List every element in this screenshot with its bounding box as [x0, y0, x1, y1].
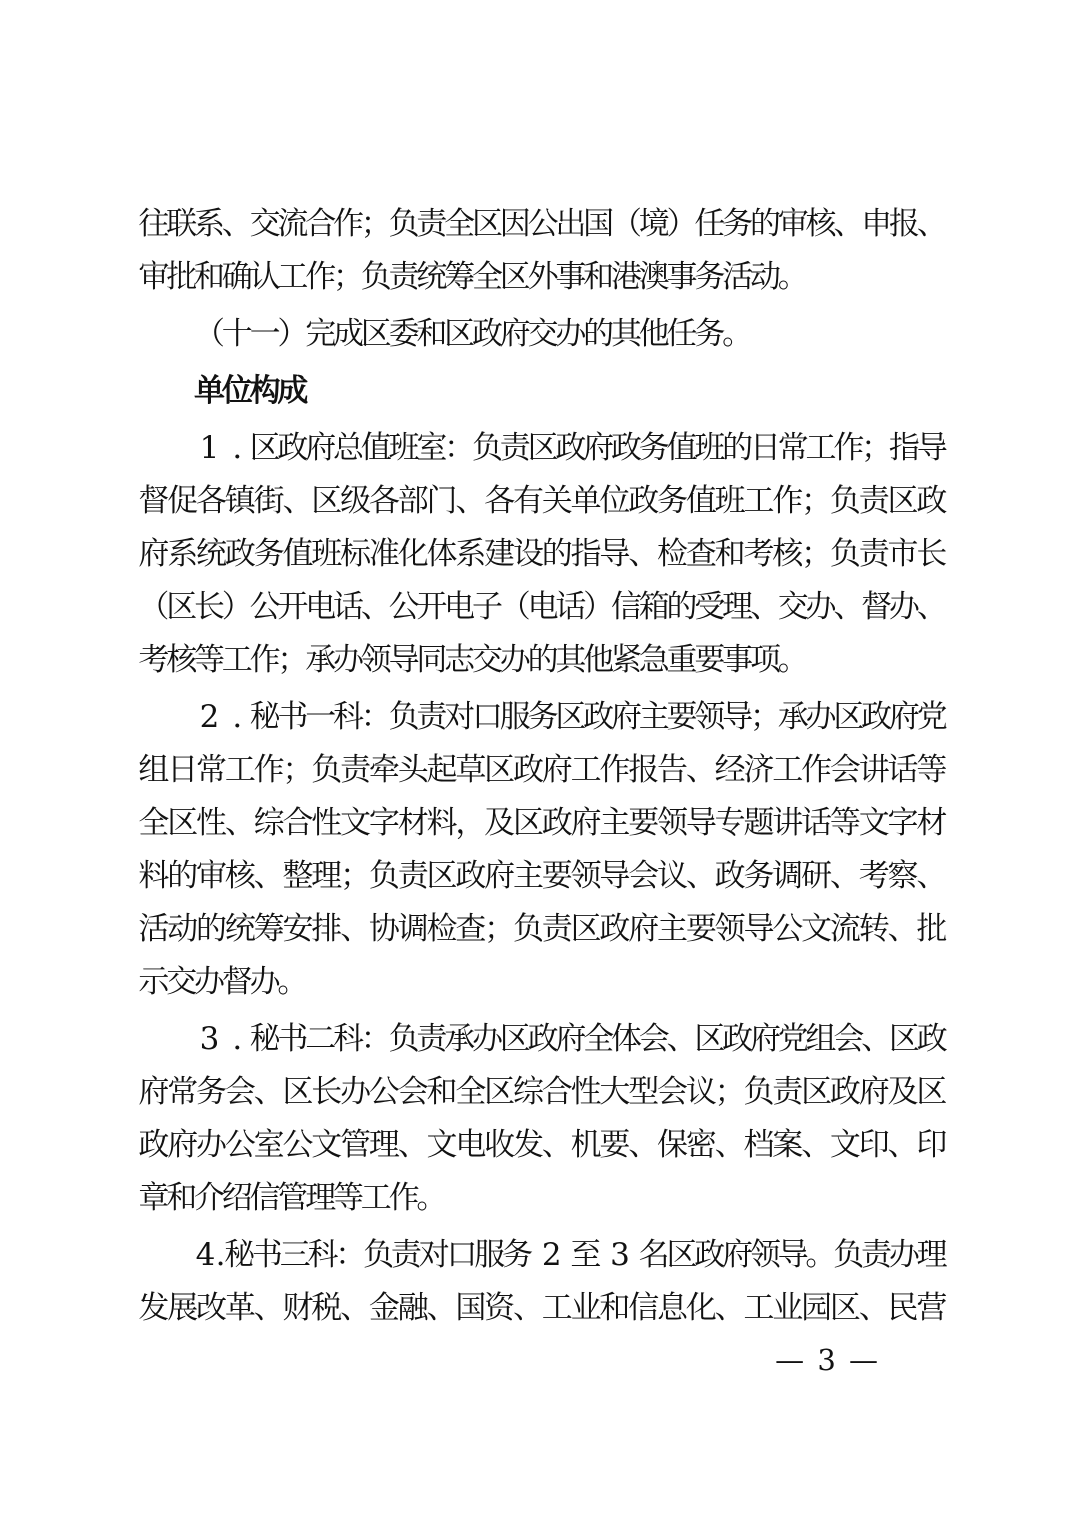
- text-line: 发 展 改 革 、 财 税 、 金 融 、 国 资 、 工 业 和 信 息 化 、 工 业 园 区 、 民 营: [138, 1290, 948, 1326]
- page-number: — 3 —: [775, 1343, 880, 1377]
- text-line: 单 位 构 成: [194, 373, 309, 409]
- text-line: 全 区 性 、 综 合 性 文 字 材 料 ， 及 区 政 府 主 要 领 导 专 题 讲 话 等 文 字 材: [138, 805, 948, 841]
- text-line: 府 系 统 政 务 值 班 标 准 化 体 系 建 设 的 指 导 、 检 查 和 考 核 ； 负 责 市 长: [138, 536, 948, 572]
- text-line: （ 十 一 ） 完 成 区 委 和 区 政 府 交 办 的 其 他 任 务 。: [194, 316, 754, 352]
- paragraph: [140, 691, 946, 1009]
- text-line: 活 动 的 统 筹 安 排 、 协 调 检 查 ； 负 责 区 政 府 主 要 领 导 公 文 流 转 、 批: [138, 911, 948, 947]
- paragraph: [140, 1229, 946, 1335]
- paragraph: [140, 422, 946, 687]
- document-body: [140, 198, 946, 1335]
- text-line: （ 区 长 ） 公 开 电 话 、 公 开 电 子 （ 电 话 ） 信 箱 的 受 理 、 交 办 、 督 办 、: [138, 589, 948, 625]
- text-line: 4 . 秘 书 三 科 ： 负 责 对 口 服 务 2 至 3 名 区 政 府 领 导 。 负 责 办 理: [195, 1237, 948, 1273]
- text-line: 府 常 务 会 、 区 长 办 公 会 和 全 区 综 合 性 大 型 会 议 ； 负 责 区 政 府 及 区: [138, 1074, 948, 1110]
- text-line: 3 . 秘 书 二 科 ： 负 责 承 办 区 政 府 全 体 会 、 区 政 府 党 组 会 、 区 政: [199, 1021, 948, 1057]
- paragraph: [140, 1013, 946, 1225]
- paragraph: [140, 198, 946, 304]
- text-line: 2 . 秘 书 一 科 ： 负 责 对 口 服 务 区 政 府 主 要 领 导 ； 承 办 区 政 府 党: [199, 699, 948, 735]
- text-line: 1 . 区 政 府 总 值 班 室 ： 负 责 区 政 府 政 务 值 班 的 日 常 工 作 ； 指 导: [199, 430, 948, 466]
- section-heading: [140, 365, 946, 418]
- text-line: 示 交 办 督 办 。: [138, 964, 309, 1000]
- text-line: 考 核 等 工 作 ； 承 办 领 导 同 志 交 办 的 其 他 紧 急 重 要 事 项 。: [138, 642, 809, 678]
- text-line: 往 联 系 、 交 流 合 作 ； 负 责 全 区 因 公 出 国 （ 境 ） 任 务 的 审 核 、 申 报 、: [138, 206, 948, 242]
- text-line: 政 府 办 公 室 公 文 管 理 、 文 电 收 发 、 机 要 、 保 密 、 档 案 、 文 印 、 印: [138, 1127, 948, 1163]
- text-line: 督 促 各 镇 街 、 区 级 各 部 门 、 各 有 关 单 位 政 务 值 班 工 作 ； 负 责 区 政: [138, 483, 948, 519]
- text-line: 组 日 常 工 作 ； 负 责 牵 头 起 草 区 政 府 工 作 报 告 、 经 济 工 作 会 讲 话 等: [138, 752, 948, 788]
- page-footer: [775, 1342, 880, 1378]
- text-line: 料 的 审 核 、 整 理 ； 负 责 区 政 府 主 要 领 导 会 议 、 政 务 调 研 、 考 察 、: [138, 858, 948, 894]
- paragraph: [140, 308, 946, 361]
- text-line: 审 批 和 确 认 工 作 ； 负 责 统 筹 全 区 外 事 和 港 澳 事 务 活 动 。: [138, 259, 809, 295]
- text-line: 章 和 介 绍 信 管 理 等 工 作 。: [138, 1180, 448, 1216]
